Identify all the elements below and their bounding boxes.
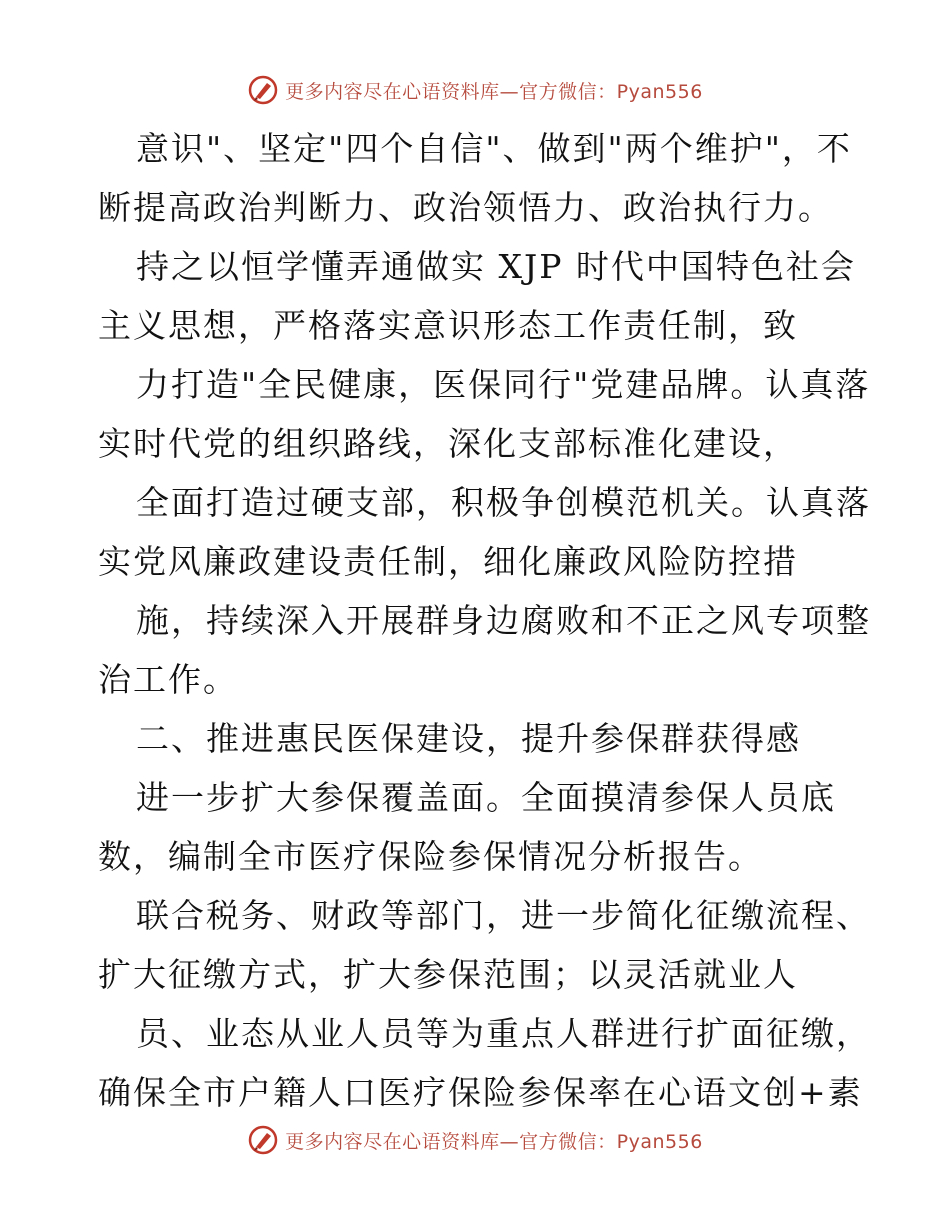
text-line: 联合税务、财政等部门，进一步简化征缴流程、 bbox=[136, 896, 871, 935]
text-line: 扩大征缴方式，扩大参保范围；以灵活就业人 bbox=[98, 955, 798, 994]
text-line: 治工作。 bbox=[98, 660, 238, 699]
text-line: 实时代党的组织路线，深化支部标准化建设， bbox=[98, 424, 798, 463]
text-line: 意识"、坚定"四个自信"、做到"两个维护"，不 bbox=[136, 129, 852, 168]
watermark-header bbox=[0, 70, 950, 110]
text-line: 断提高政治判断力、政治领悟力、政治执行力。 bbox=[98, 188, 833, 227]
watermark-text: 更多内容尽在心语资料库—官方微信：Pyan556 bbox=[285, 80, 703, 103]
watermark-footer bbox=[0, 1120, 950, 1160]
text-line: 员、业态从业人员等为重点人群进行扩面征缴， bbox=[136, 1014, 871, 1053]
document-body bbox=[98, 124, 871, 1127]
text-line: 主义思想，严格落实意识形态工作责任制，致 bbox=[98, 306, 798, 345]
text-line: 确保全市户籍人口医疗保险参保率在心语文创+素 bbox=[98, 1073, 863, 1112]
text-line: 进一步扩大参保覆盖面。全面摸清参保人员底 bbox=[136, 778, 836, 817]
pen-logo-icon bbox=[247, 74, 279, 106]
text-line: 力打造"全民健康，医保同行"党建品牌。认真落 bbox=[136, 365, 871, 404]
text-line: 实党风廉政建设责任制，细化廉政风险防控措 bbox=[98, 542, 798, 581]
text-line: 施，持续深入开展群身边腐败和不正之风专项整 bbox=[136, 601, 871, 640]
text-line: 持之以恒学懂弄通做实 XJP 时代中国特色社会 bbox=[136, 247, 856, 286]
section-heading: 二、推进惠民医保建设，提升参保群获得感 bbox=[136, 719, 801, 758]
text-line: 数，编制全市医疗保险参保情况分析报告。 bbox=[98, 837, 763, 876]
text-line: 全面打造过硬支部，积极争创模范机关。认真落 bbox=[136, 483, 871, 522]
pen-logo-icon bbox=[247, 1124, 279, 1156]
watermark-text: 更多内容尽在心语资料库—官方微信：Pyan556 bbox=[285, 1130, 703, 1153]
